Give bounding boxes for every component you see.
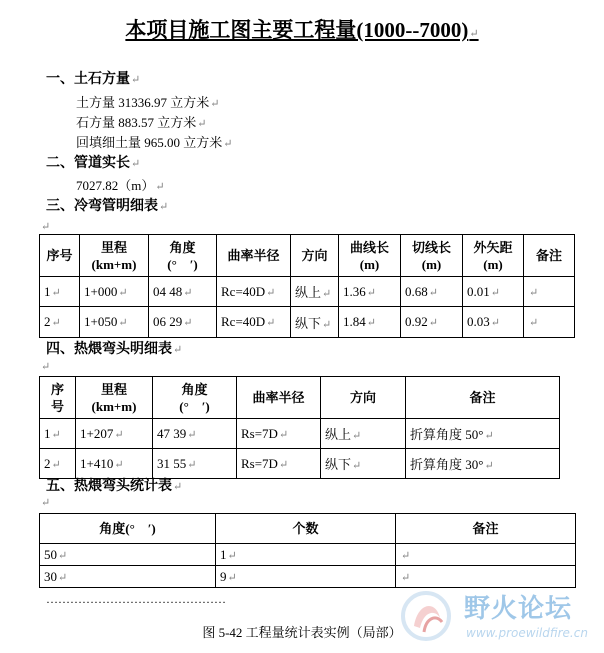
table-cell: 0.01↵ <box>463 277 524 307</box>
table-row <box>40 449 560 479</box>
header-cell: 里程 (km+m) <box>76 377 153 419</box>
table-cell: 折算角度 30°↵ <box>406 449 560 479</box>
figure-caption: 图 5-42 工程量统计表实例（局部） <box>202 625 402 640</box>
table-cell: 47 39↵ <box>153 419 237 449</box>
header-cell: 曲线长 (m) <box>339 235 401 277</box>
table-row <box>40 544 576 566</box>
table-row <box>40 566 576 588</box>
header-cell: 外矢距 (m) <box>463 235 524 277</box>
header-cell: 备注 <box>524 235 575 277</box>
table-header-row <box>40 235 575 277</box>
table-cell: 折算角度 50°↵ <box>406 419 560 449</box>
table-cell: Rc=40D↵ <box>217 277 291 307</box>
header-cell: 里程 (km+m) <box>80 235 149 277</box>
table-cell: 06 29↵ <box>149 307 217 338</box>
table-cell: 1+207↵ <box>76 419 153 449</box>
section-1-heading: 一、土石方量↵ <box>46 72 141 87</box>
table-row <box>40 277 575 307</box>
header-cell: 序 号 <box>40 377 76 419</box>
table-cell: Rc=40D↵ <box>217 307 291 338</box>
table-header-row <box>40 377 560 419</box>
header-cell: 切线长 (m) <box>401 235 463 277</box>
header-cell: 备注 <box>396 514 576 544</box>
table-cell: 纵下↵ <box>321 449 406 479</box>
header-cell: 曲率半径 <box>237 377 321 419</box>
table-header-row <box>40 514 576 544</box>
section-5-heading: 五、热煨弯头统计表↵ <box>46 479 183 494</box>
para-mark: ↵ <box>41 361 51 373</box>
table-cell: 31 55↵ <box>153 449 237 479</box>
table-cell: Rs=7D↵ <box>237 419 321 449</box>
table-cell: 2↵ <box>40 449 76 479</box>
table-cell: 50↵ <box>40 544 216 566</box>
watermark-name: 野火论坛 <box>464 594 573 624</box>
table-cell: 1+410↵ <box>76 449 153 479</box>
stone-volume-line: 石方量 883.57 立方米↵ <box>76 115 207 130</box>
table-cell: ↵ <box>524 277 575 307</box>
table-cell: 0.03↵ <box>463 307 524 338</box>
header-cell: 角度 (° ′) <box>153 377 237 419</box>
table-cell: ↵ <box>524 307 575 338</box>
table-cell: 1.36↵ <box>339 277 401 307</box>
table-cell: Rs=7D↵ <box>237 449 321 479</box>
table-cell: 9↵ <box>216 566 396 588</box>
hot-bend-detail-table <box>39 376 560 479</box>
table-cell: 纵上↵ <box>291 277 339 307</box>
table-cell: 30↵ <box>40 566 216 588</box>
table-cell: 0.68↵ <box>401 277 463 307</box>
para-mark: ↵ <box>41 221 51 233</box>
watermark-url: www.proewildfire.cn <box>466 626 588 640</box>
backfill-volume-line: 回填细土量 965.00 立方米↵ <box>76 135 233 150</box>
header-cell: 备注 <box>406 377 560 419</box>
section-4-heading: 四、热煨弯头明细表↵ <box>46 342 183 357</box>
header-cell: 方向 <box>291 235 339 277</box>
header-cell: 角度 (° ′) <box>149 235 217 277</box>
section-3-heading: 三、冷弯管明细表↵ <box>46 199 169 214</box>
table-cell: 0.92↵ <box>401 307 463 338</box>
ellipsis-line: ……………………………………… <box>46 592 226 606</box>
para-mark: ↵ <box>41 497 51 509</box>
table-cell: 1↵ <box>216 544 396 566</box>
cold-bend-table <box>39 234 575 338</box>
table-cell: 1↵ <box>40 277 80 307</box>
table-row <box>40 307 575 338</box>
table-cell: 1.84↵ <box>339 307 401 338</box>
table-cell: 1↵ <box>40 419 76 449</box>
page-title: 本项目施工图主要工程量(1000--7000)↵ <box>125 18 479 42</box>
table-row <box>40 419 560 449</box>
hot-bend-stats-table <box>39 513 576 588</box>
header-cell: 序号 <box>40 235 80 277</box>
pipe-length-line: 7027.82（m）↵ <box>76 178 165 193</box>
header-cell: 方向 <box>321 377 406 419</box>
table-cell: 1+000↵ <box>80 277 149 307</box>
table-cell: ↵ <box>396 566 576 588</box>
earth-volume-line: 土方量 31336.97 立方米↵ <box>76 95 220 110</box>
header-cell: 个数 <box>216 514 396 544</box>
table-cell: 04 48↵ <box>149 277 217 307</box>
header-cell: 曲率半径 <box>217 235 291 277</box>
table-cell: 1+050↵ <box>80 307 149 338</box>
table-cell: 2↵ <box>40 307 80 338</box>
table-cell: ↵ <box>396 544 576 566</box>
header-cell: 角度(° ′) <box>40 514 216 544</box>
table-cell: 纵下↵ <box>291 307 339 338</box>
section-2-heading: 二、管道实长↵ <box>46 156 141 171</box>
table-cell: 纵上↵ <box>321 419 406 449</box>
